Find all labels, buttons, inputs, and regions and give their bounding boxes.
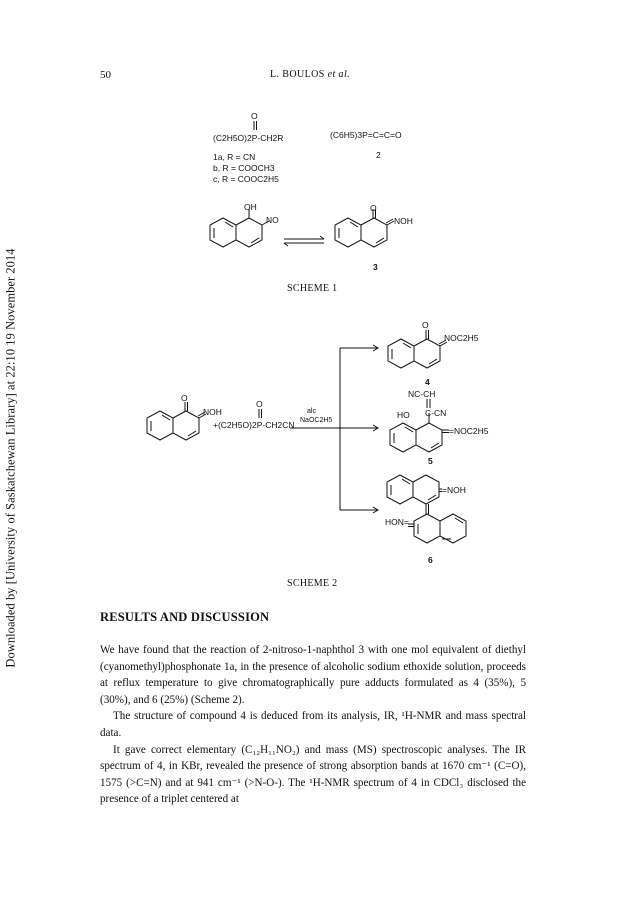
product-5-ho: HO: [397, 410, 410, 420]
paragraph-1: We have found that the reaction of 2-nitroso-1-naphthol 3 with one mol equivalent of diethyl (cyanomethyl)phosphonate 1a, in the presence of alcoholic sodium ethoxide solution, proceeds at reflux temperature to give chromatographically pure adducts formulated as 4 (35%), 5 (30%), and 6 (25%) (Scheme 2).: [100, 644, 526, 706]
page-number: 50: [100, 69, 111, 81]
product-5-structure: [383, 410, 463, 470]
variant-b: b, R = COOCH3: [213, 163, 275, 173]
reagent-o: O: [256, 399, 263, 409]
product-4-number: 4: [425, 377, 430, 387]
paragraph-2: The structure of compound 4 is deduced from its analysis, IR, ¹H-NMR and mass spectral data.: [100, 710, 526, 739]
product-6-number: 6: [428, 555, 433, 565]
body-text: [100, 642, 526, 808]
oxime-o: O: [370, 203, 377, 213]
paragraph-3: It gave correct elementary (C₁₂H₁₁NO₂) and mass (MS) spectroscopic analyses. The IR spectrum of 4, in KBr, revealed the presence of strong absorption bands at 1670 cm⁻¹ (C=O), 1575 (>C=N) and at 941 cm⁻¹ (>N-O-). The ¹H-NMR spectrum of 4 in CDCl₃ disclosed the presence of a triplet centered at: [100, 743, 526, 806]
ketene-number: 2: [376, 150, 381, 160]
product-6-structure: [380, 462, 490, 562]
conditions-top: alc: [307, 408, 316, 415]
reagent-formula: +(C2H5O)2P-CH2CN: [213, 420, 295, 430]
compound-3-number: 3: [373, 262, 378, 272]
running-head-etal: et al.: [327, 69, 351, 80]
naphthol-oh: OH: [244, 202, 257, 212]
start-noh: NOH: [203, 407, 222, 417]
oxime-noh: NOH: [394, 216, 413, 226]
phosphonate-formula: (C2H5O)2P-CH2R: [213, 133, 284, 143]
product-5-label: =NOC2H5: [449, 426, 489, 436]
product-6-hon: HON=: [385, 517, 409, 527]
naphthol-no: NO: [266, 215, 279, 225]
product-4-label: NOC2H5: [444, 333, 479, 343]
product-5-ccn: C-CN: [425, 408, 447, 418]
product-6-noh: =NOH: [442, 485, 466, 495]
section-heading: RESULTS AND DISCUSSION: [100, 610, 270, 624]
scheme-1-caption: SCHEME 1: [287, 283, 338, 294]
start-o: O: [181, 393, 188, 403]
product-5-number: 5: [428, 456, 433, 466]
running-head: [270, 69, 350, 80]
conditions-bottom: NaOC2H5: [300, 417, 333, 424]
reagent-double-bond: [257, 409, 263, 419]
phosphonate-double-bond: [252, 121, 258, 131]
variant-1a: 1a, R = CN: [213, 152, 256, 162]
product-5-nc: NC-CH: [408, 389, 436, 399]
branch-arrow: [290, 342, 390, 514]
naphthol-structure: [203, 205, 283, 265]
ketene-formula: (C6H5)3P=C=C=O: [330, 130, 402, 140]
equilibrium-arrow: [282, 236, 326, 246]
scheme-2-caption: SCHEME 2: [287, 578, 338, 589]
product-4-o: O: [422, 320, 429, 330]
variant-c: c, R = COOC2H5: [213, 174, 279, 184]
download-stamp-text: Downloaded by [University of Saskatchewan Library] at 22:10 19 November 2014: [3, 248, 18, 668]
download-stamp: [0, 0, 26, 912]
running-head-authors: L. BOULOS: [270, 69, 325, 80]
phosphonate-oxygen: O: [251, 111, 258, 121]
quinone-oxime-structure: [328, 205, 408, 265]
